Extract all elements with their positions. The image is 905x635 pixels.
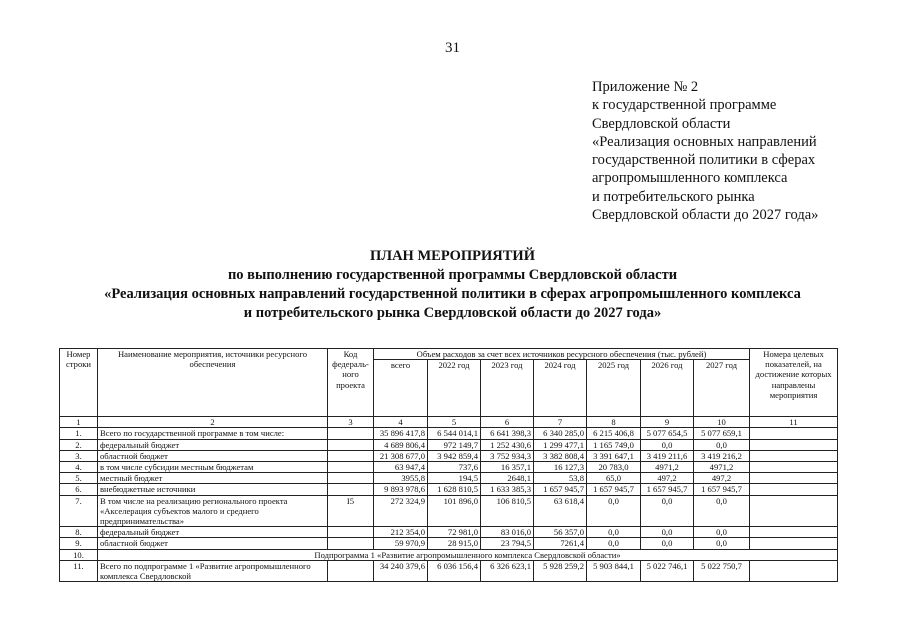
appendix-line: государственной политики в сферах	[592, 152, 816, 169]
appendix-line: к государственной программе	[592, 97, 777, 114]
subprogram-row	[60, 549, 838, 560]
row-2027: 3 419 216,2	[694, 450, 750, 461]
column-number: 1	[60, 417, 98, 428]
appendix-line: Свердловской области	[592, 115, 731, 132]
header-2026: 2026 год	[641, 360, 694, 417]
row-2027: 0,0	[694, 538, 750, 549]
row-2022: 3 942 859,4	[428, 450, 481, 461]
row-2023: 1 633 385,3	[481, 484, 534, 495]
row-name: областной бюджет	[98, 450, 328, 461]
header-volume: Объем расходов за счет всех источников ресурсного обеспечения (тыс. рублей)	[374, 349, 750, 360]
header-code: Код федераль-ного проекта	[328, 349, 374, 417]
header-2022: 2022 год	[428, 360, 481, 417]
appendix-line: и потребительского рынка	[592, 188, 755, 205]
row-2024: 53,8	[534, 473, 587, 484]
row-2025: 0,0	[587, 538, 641, 549]
header-total: всего	[374, 360, 428, 417]
row-targets	[750, 428, 838, 439]
title-line: ПЛАН МЕРОПРИЯТИЙ	[370, 248, 535, 264]
row-2027: 0,0	[694, 527, 750, 538]
row-2023: 6 326 623,1	[481, 560, 534, 581]
table-row	[60, 527, 838, 538]
appendix-line: Приложение № 2	[592, 79, 699, 95]
row-total: 4 689 806,4	[374, 439, 428, 450]
row-2026: 1 657 945,7	[641, 484, 694, 495]
row-targets	[750, 527, 838, 538]
column-number: 9	[641, 417, 694, 428]
row-total: 63 947,4	[374, 462, 428, 473]
row-targets	[750, 484, 838, 495]
table-row	[60, 495, 838, 527]
column-number: 4	[374, 417, 428, 428]
row-2024: 6 340 285,0	[534, 428, 587, 439]
row-number: 10.	[60, 549, 98, 560]
row-number: 3.	[60, 450, 98, 461]
table-row	[60, 560, 838, 581]
row-code: I5	[328, 495, 374, 527]
row-code	[328, 538, 374, 549]
column-number: 3	[328, 417, 374, 428]
header-2023: 2023 год	[481, 360, 534, 417]
title-line: «Реализация основных направлений государственной политики в сферах агропромышленного комплекса	[104, 286, 801, 302]
row-code	[328, 428, 374, 439]
row-2022: 194,5	[428, 473, 481, 484]
row-targets	[750, 473, 838, 484]
table-row	[60, 428, 838, 439]
row-name: федеральный бюджет	[98, 527, 328, 538]
row-total: 212 354,0	[374, 527, 428, 538]
row-2026: 0,0	[641, 495, 694, 527]
row-name: Всего по государственной программе в том числе:	[98, 428, 328, 439]
row-name: федеральный бюджет	[98, 439, 328, 450]
row-total: 9 893 978,6	[374, 484, 428, 495]
row-code	[328, 450, 374, 461]
row-total: 35 896 417,8	[374, 428, 428, 439]
column-number: 7	[534, 417, 587, 428]
row-name: областной бюджет	[98, 538, 328, 549]
row-targets	[750, 439, 838, 450]
row-total: 272 324,9	[374, 495, 428, 527]
table-row	[60, 462, 838, 473]
appendix-line: агропромышленного комплекса	[592, 170, 788, 187]
column-number: 5	[428, 417, 481, 428]
row-2022: 1 628 810,5	[428, 484, 481, 495]
row-number: 4.	[60, 462, 98, 473]
row-code	[328, 439, 374, 450]
row-2026: 5 077 654,5	[641, 428, 694, 439]
page-number: 31	[445, 40, 460, 56]
row-number: 6.	[60, 484, 98, 495]
row-2025: 3 391 647,1	[587, 450, 641, 461]
row-2026: 5 022 746,1	[641, 560, 694, 581]
row-targets	[750, 538, 838, 549]
row-2025: 5 903 844,1	[587, 560, 641, 581]
row-number: 9.	[60, 538, 98, 549]
header-2024: 2024 год	[534, 360, 587, 417]
subprogram-title: Подпрограмма 1 «Развитие агропромышленного комплекса Свердловской области»	[98, 549, 838, 560]
row-2026: 4971,2	[641, 462, 694, 473]
row-2022: 28 915,0	[428, 538, 481, 549]
row-2025: 6 215 406,8	[587, 428, 641, 439]
row-number: 5.	[60, 473, 98, 484]
row-number: 8.	[60, 527, 98, 538]
row-2022: 101 896,0	[428, 495, 481, 527]
row-2024: 16 127,3	[534, 462, 587, 473]
row-total: 59 970,9	[374, 538, 428, 549]
row-2025: 65,0	[587, 473, 641, 484]
row-total: 21 308 677,0	[374, 450, 428, 461]
title-line: и потребительского рынка Свердловской области до 2027 года»	[243, 305, 662, 321]
row-2024: 1 657 945,7	[534, 484, 587, 495]
column-number-row	[60, 417, 838, 428]
row-2023: 83 016,0	[481, 527, 534, 538]
row-2023: 6 641 398,3	[481, 428, 534, 439]
row-2023: 23 794,5	[481, 538, 534, 549]
row-2026: 0,0	[641, 439, 694, 450]
column-number: 6	[481, 417, 534, 428]
column-number: 10	[694, 417, 750, 428]
table-row	[60, 484, 838, 495]
row-number: 7.	[60, 495, 98, 527]
row-2023: 16 357,1	[481, 462, 534, 473]
table-row	[60, 538, 838, 549]
row-2022: 972 149,7	[428, 439, 481, 450]
row-2024: 56 357,0	[534, 527, 587, 538]
row-targets	[750, 462, 838, 473]
table-row	[60, 439, 838, 450]
row-2024: 3 382 808,4	[534, 450, 587, 461]
table-row	[60, 473, 838, 484]
row-number: 1.	[60, 428, 98, 439]
row-2026: 497,2	[641, 473, 694, 484]
row-code	[328, 527, 374, 538]
row-2023: 106 810,5	[481, 495, 534, 527]
row-2023: 2648,1	[481, 473, 534, 484]
row-number: 2.	[60, 439, 98, 450]
row-2027: 5 077 659,1	[694, 428, 750, 439]
row-name: В том числе на реализацию регионального проекта «Акселерация субъектов малого и среднего предпринимательства»	[98, 495, 328, 527]
row-code	[328, 462, 374, 473]
header-row	[60, 349, 838, 360]
row-total: 34 240 379,6	[374, 560, 428, 581]
table-row	[60, 450, 838, 461]
row-2022: 72 981,0	[428, 527, 481, 538]
row-2025: 0,0	[587, 527, 641, 538]
row-name: местный бюджет	[98, 473, 328, 484]
appendix-line: «Реализация основных направлений	[592, 133, 817, 150]
row-2027: 497,2	[694, 473, 750, 484]
row-name: в том числе субсидии местным бюджетам	[98, 462, 328, 473]
row-2023: 1 252 430,6	[481, 439, 534, 450]
column-number: 2	[98, 417, 328, 428]
document-title	[0, 247, 905, 323]
row-number: 11.	[60, 560, 98, 581]
row-2027: 0,0	[694, 495, 750, 527]
row-2024: 7261,4	[534, 538, 587, 549]
row-2027: 0,0	[694, 439, 750, 450]
row-2025: 1 165 749,0	[587, 439, 641, 450]
row-name: Всего по подпрограмме 1 «Развитие агропромышленного комплекса Свердловской	[98, 560, 328, 581]
appendix-line: Свердловской области до 2027 года»	[592, 207, 819, 224]
row-code	[328, 484, 374, 495]
row-2026: 3 419 211,6	[641, 450, 694, 461]
header-name: Наименование мероприятия, источники ресурсного обеспечения	[98, 349, 328, 417]
column-number: 11	[750, 417, 838, 428]
row-2026: 0,0	[641, 538, 694, 549]
row-2024: 63 618,4	[534, 495, 587, 527]
row-total: 3955,8	[374, 473, 428, 484]
row-2027: 1 657 945,7	[694, 484, 750, 495]
row-targets	[750, 450, 838, 461]
row-2022: 737,6	[428, 462, 481, 473]
row-targets	[750, 560, 838, 581]
header-targets: Номера целевых показателей, на достижение которых направлены мероприятия	[750, 349, 838, 417]
title-line: по выполнению государственной программы Свердловской области	[227, 267, 678, 283]
header-2027: 2027 год	[694, 360, 750, 417]
row-2025: 0,0	[587, 495, 641, 527]
row-targets	[750, 495, 838, 527]
row-2022: 6 544 014,1	[428, 428, 481, 439]
row-2023: 3 752 934,3	[481, 450, 534, 461]
row-2026: 0,0	[641, 527, 694, 538]
row-code	[328, 473, 374, 484]
row-2024: 1 299 477,1	[534, 439, 587, 450]
appendix-block	[592, 78, 892, 224]
row-code	[328, 560, 374, 581]
header-row-no: Номер строки	[60, 349, 98, 417]
plan-table	[59, 348, 838, 582]
row-name: внебюджетные источники	[98, 484, 328, 495]
header-2025: 2025 год	[587, 360, 641, 417]
row-2022: 6 036 156,4	[428, 560, 481, 581]
column-number: 8	[587, 417, 641, 428]
row-2025: 1 657 945,7	[587, 484, 641, 495]
row-2027: 4971,2	[694, 462, 750, 473]
row-2024: 5 928 259,2	[534, 560, 587, 581]
row-2025: 20 783,0	[587, 462, 641, 473]
row-2027: 5 022 750,7	[694, 560, 750, 581]
